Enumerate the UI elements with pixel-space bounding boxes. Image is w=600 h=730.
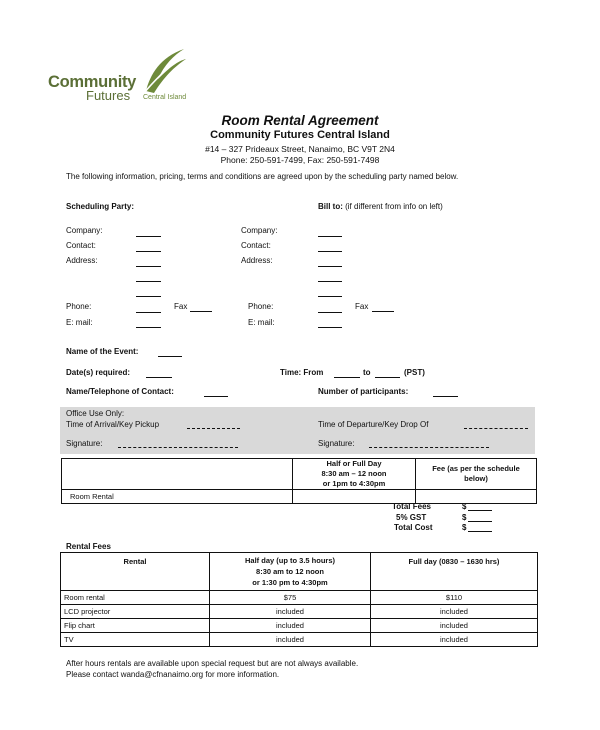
office-signature-left-label: Signature: xyxy=(66,439,103,448)
intro-text: The following information, pricing, terms and conditions are agreed upon by the scheduling party named below. xyxy=(66,172,459,181)
total-fees-field[interactable] xyxy=(468,510,492,511)
office-signature-right-field[interactable] xyxy=(369,447,489,448)
sched-company-label: Company: xyxy=(66,226,103,235)
table-row xyxy=(61,591,538,605)
rental-half-price: $75 xyxy=(210,591,371,605)
footer-note-line1: After hours rentals are available upon special request but are not always available. xyxy=(66,659,359,668)
total-cost-dollar: $ xyxy=(462,523,467,532)
sched-phone-field[interactable] xyxy=(136,312,161,313)
dates-required-field[interactable] xyxy=(146,377,172,378)
rental-half-price: included xyxy=(210,605,371,619)
bill-company-field[interactable] xyxy=(318,236,342,237)
bill-address-field-2[interactable] xyxy=(318,281,342,282)
page-title: Room Rental Agreement xyxy=(221,113,379,128)
sched-fax-label: Fax xyxy=(174,302,188,311)
summary-header-fee: Fee (as per the schedule below) xyxy=(416,459,537,490)
time-to-field[interactable] xyxy=(375,377,400,378)
bill-company-label: Company: xyxy=(241,226,278,235)
table-row xyxy=(61,619,538,633)
sched-contact-label: Contact: xyxy=(66,241,96,250)
office-signature-right-label: Signature: xyxy=(318,439,355,448)
table-row xyxy=(61,605,538,619)
rental-item: Room rental xyxy=(61,591,210,605)
sched-address-field-3[interactable] xyxy=(136,296,161,297)
total-cost-label: Total Cost xyxy=(394,523,433,532)
bill-address-label: Address: xyxy=(241,256,273,265)
participants-field[interactable] xyxy=(433,396,458,397)
contact-phone-field[interactable] xyxy=(204,396,228,397)
logo-text-community: Community xyxy=(48,73,137,91)
bill-fax-field[interactable] xyxy=(372,311,394,312)
time-to-label: to xyxy=(363,368,371,377)
office-signature-left-field[interactable] xyxy=(118,447,238,448)
bill-address-field-1[interactable] xyxy=(318,266,342,267)
rental-fees-table xyxy=(60,552,538,647)
arrival-time-field[interactable] xyxy=(187,428,240,429)
time-from-label: Time: From xyxy=(280,368,324,377)
sched-email-field[interactable] xyxy=(136,327,161,328)
gst-field[interactable] xyxy=(468,521,492,522)
dates-required-label: Date(s) required: xyxy=(66,368,131,377)
total-fees-label: Total Fees xyxy=(392,502,431,511)
sched-email-label: E: mail: xyxy=(66,318,93,327)
bill-address-field-3[interactable] xyxy=(318,296,342,297)
summary-header-blank xyxy=(62,459,293,490)
rental-full-price: included xyxy=(371,633,538,647)
rental-half-price: included xyxy=(210,619,371,633)
rental-item: Flip chart xyxy=(61,619,210,633)
sched-fax-field[interactable] xyxy=(190,311,212,312)
rental-item: LCD projector xyxy=(61,605,210,619)
pst-label: (PST) xyxy=(404,368,425,377)
bill-fax-label: Fax xyxy=(355,302,369,311)
gst-dollar: $ xyxy=(462,513,467,522)
rental-header-half: Half day (up to 3.5 hours) 8:30 am to 12 noon or 1:30 pm to 4:30pm xyxy=(210,553,371,591)
footer-note-line2: Please contact wanda@cfnanaimo.org for more information. xyxy=(66,670,280,679)
bill-to-heading: Bill to: (if different from info on left) xyxy=(318,202,443,211)
gst-label: 5% GST xyxy=(396,513,427,522)
summary-row-label: Room Rental xyxy=(62,490,293,504)
sched-company-field[interactable] xyxy=(136,236,161,237)
summary-header-half-full: Half or Full Day 8:30 am – 12 noon or 1pm to 4:30pm xyxy=(293,459,416,490)
leaf-logo-icon xyxy=(140,45,188,95)
organization-phone: Phone: 250-591-7499, Fax: 250-591-7498 xyxy=(220,155,380,165)
bill-email-label: E: mail: xyxy=(248,318,275,327)
departure-time-field[interactable] xyxy=(464,428,528,429)
sched-address-field-2[interactable] xyxy=(136,281,161,282)
rental-header-rental: Rental xyxy=(61,553,210,591)
event-name-label: Name of the Event: xyxy=(66,347,139,356)
summary-fee-cell[interactable] xyxy=(416,490,537,504)
bill-contact-field[interactable] xyxy=(318,251,342,252)
rental-full-price: $110 xyxy=(371,591,538,605)
scheduling-party-heading: Scheduling Party: xyxy=(66,202,135,211)
logo-text-central-island: Central Island xyxy=(143,94,187,101)
sched-phone-label: Phone: xyxy=(66,302,92,311)
rental-fees-heading: Rental Fees xyxy=(66,542,111,551)
participants-label: Number of participants: xyxy=(318,387,409,396)
logo-text-futures: Futures xyxy=(86,88,131,103)
rental-full-price: included xyxy=(371,619,538,633)
rental-half-price: included xyxy=(210,633,371,647)
bill-phone-label: Phone: xyxy=(248,302,274,311)
organization-name: Community Futures Central Island xyxy=(210,129,390,141)
bill-phone-field[interactable] xyxy=(318,312,342,313)
room-rental-summary-table xyxy=(61,458,537,504)
sched-address-label: Address: xyxy=(66,256,98,265)
rental-header-full: Full day (0830 – 1630 hrs) xyxy=(371,553,538,591)
departure-time-label: Time of Departure/Key Drop Of xyxy=(318,420,429,429)
organization-address: #14 – 327 Prideaux Street, Nanaimo, BC V9T 2N4 xyxy=(205,144,395,154)
bill-contact-label: Contact: xyxy=(241,241,271,250)
event-name-field[interactable] xyxy=(158,356,182,357)
bill-email-field[interactable] xyxy=(318,327,342,328)
contact-phone-label: Name/Telephone of Contact: xyxy=(66,387,174,396)
rental-item: TV xyxy=(61,633,210,647)
total-fees-dollar: $ xyxy=(462,502,467,511)
arrival-time-label: Time of Arrival/Key Pickup xyxy=(66,420,160,429)
table-row xyxy=(61,633,538,647)
sched-address-field-1[interactable] xyxy=(136,266,161,267)
sched-contact-field[interactable] xyxy=(136,251,161,252)
time-from-field[interactable] xyxy=(334,377,360,378)
total-cost-field[interactable] xyxy=(468,531,492,532)
office-use-heading: Office Use Only: xyxy=(66,409,125,418)
rental-full-price: included xyxy=(371,605,538,619)
